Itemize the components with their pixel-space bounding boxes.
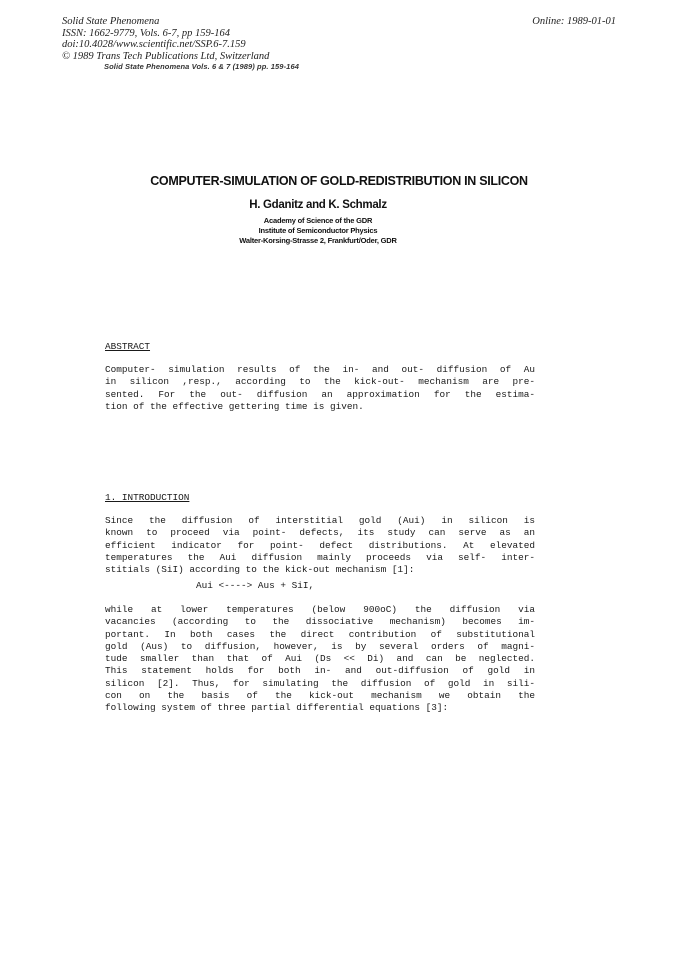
abstract-body bbox=[105, 364, 535, 413]
intro-line: efficient indicator for point- defect distributions. At elevated bbox=[105, 539, 535, 551]
abstract-line: Computer- simulation results of the in- and out- diffusion of Au bbox=[105, 364, 535, 375]
kick-out-equation: Aui <----> Aus + SiI, bbox=[196, 580, 315, 591]
affiliation-institute: Institute of Semiconductor Physics bbox=[258, 226, 378, 235]
introduction-paragraph-2 bbox=[105, 604, 535, 715]
affiliation-academy: Academy of Science of the GDR bbox=[263, 216, 373, 225]
intro-line: stitials (SiI) according to the kick-out mechanism [1]: bbox=[105, 564, 415, 576]
abstract-heading: ABSTRACT bbox=[105, 341, 151, 352]
paper-title: COMPUTER-SIMULATION OF GOLD-REDISTRIBUTION IN SILICON bbox=[150, 174, 528, 188]
introduction-heading: 1. INTRODUCTION bbox=[105, 492, 190, 503]
intro-line: gold (Aus) to diffusion, however, is by several orders of magni- bbox=[105, 640, 535, 652]
introduction-paragraph-1 bbox=[105, 515, 535, 576]
intro-line: This statement holds for both in- and out-diffusion of gold in bbox=[105, 665, 535, 677]
intro-line: silicon [2]. Thus, for simulating the diffusion of gold in sili- bbox=[105, 677, 535, 689]
copyright-line: © 1989 Trans Tech Publications Ltd, Switzerland bbox=[62, 50, 270, 62]
intro-line: portant. In both cases the direct contribution of substitutional bbox=[105, 628, 535, 640]
intro-line: con on the basis of the kick-out mechanism we obtain the bbox=[105, 690, 535, 702]
online-date: Online: 1989-01-01 bbox=[532, 16, 616, 27]
abstract-line: in silicon ,resp., according to the kick-out- mechanism are pre- bbox=[105, 376, 535, 388]
journal-name: Solid State Phenomena bbox=[62, 16, 160, 27]
doi-line: doi:10.4028/www.scientific.net/SSP.6-7.159 bbox=[62, 39, 246, 50]
intro-line: Since the diffusion of interstitial gold (Aui) in silicon is bbox=[105, 515, 535, 526]
intro-line: vacancies (according to the dissociative mechanism) becomes im- bbox=[105, 616, 535, 628]
paper-authors: H. Gdanitz and K. Schmalz bbox=[249, 199, 387, 211]
intro-line: temperatures the Aui diffusion mainly proceeds via self- inter- bbox=[105, 551, 535, 563]
affiliation-address: Walter-Korsing-Strasse 2, Frankfurt/Oder, GDR bbox=[239, 236, 397, 245]
abstract-line: tion of the effective gettering time is given. bbox=[105, 400, 364, 412]
intro-line: while at lower temperatures (below 900oC) the diffusion via bbox=[105, 604, 535, 615]
running-head: Solid State Phenomena Vols. 6 & 7 (1989) pp. 159-164 bbox=[104, 62, 299, 71]
intro-line: tude smaller than that of Aui (Ds << Di) and can be neglected. bbox=[105, 653, 535, 665]
abstract-line: sented. For the out- diffusion an approximation for the estima- bbox=[105, 388, 535, 400]
issn-line: ISSN: 1662-9779, Vols. 6-7, pp 159-164 bbox=[62, 27, 230, 39]
intro-line: known to proceed via point- defects, its study can serve as an bbox=[105, 527, 535, 539]
intro-line: following system of three partial differential equations [3]: bbox=[105, 702, 449, 714]
publication-info bbox=[62, 16, 269, 62]
